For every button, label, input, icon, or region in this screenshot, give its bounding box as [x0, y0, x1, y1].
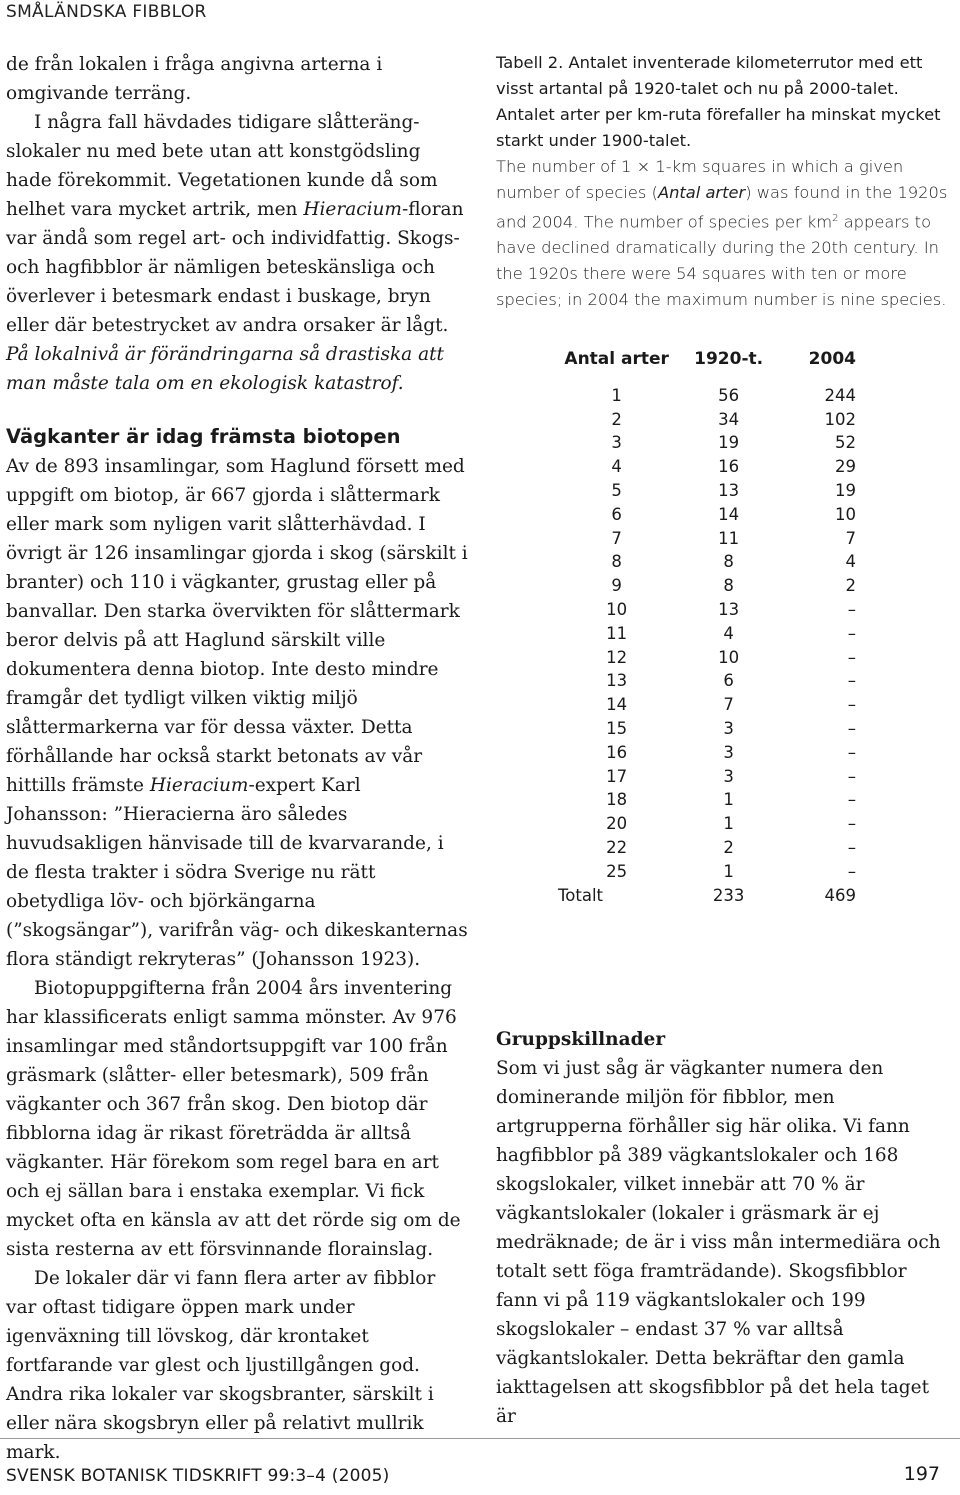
pull-quote: På lokalnivå är förändringarna så drastiska att man måste tala om en ekologisk katastrof.: [6, 344, 444, 394]
column-header: 2004: [808, 349, 856, 370]
table-cell: 5: [611, 481, 622, 500]
table-cell: –: [847, 837, 856, 857]
table-caption-swedish: Tabell 2. Antalet inventerade kilometerrutor med ett visst artantal på 1920-talet och nu på 2000-talet. Antalet arter per km-ruta förefaller ha minskat mycket starkt under 1900-talet.: [496, 53, 941, 150]
table-cell: –: [847, 647, 856, 667]
table-cell: 22: [606, 837, 628, 857]
column-header: Antal arter: [564, 349, 669, 370]
table-cell: –: [847, 599, 856, 619]
table-cell: 13: [718, 481, 740, 500]
page-number: 197: [903, 1463, 940, 1485]
table-row: [558, 479, 858, 503]
table-row: [558, 598, 858, 622]
table-cell: 10: [718, 647, 740, 667]
table-row: [558, 526, 858, 550]
table-cell: 8: [723, 552, 734, 572]
table-cell: 10: [835, 504, 856, 524]
paragraph-3: [6, 452, 468, 974]
table-cell: 4: [845, 552, 856, 572]
table-cell: –: [847, 790, 856, 810]
table-cell: 11: [718, 528, 740, 548]
journal-citation: SVENSK BOTANISK TIDSKRIFT 99:3–4 (2005): [6, 1466, 390, 1486]
table-cell: 29: [835, 457, 856, 477]
gruppskillnader-section: [496, 1025, 951, 1431]
caption-en-italic: Antal arter: [657, 183, 746, 202]
table-row: [558, 693, 858, 717]
table-cell: 19: [835, 481, 856, 500]
table-row: [558, 431, 858, 455]
table-row: [558, 550, 858, 574]
table-cell: 2: [845, 576, 856, 596]
data-table: [558, 349, 858, 907]
table-cell: 34: [718, 409, 740, 429]
table-cell: 14: [606, 695, 628, 715]
table-cell: 11: [606, 623, 628, 643]
table-cell: 2: [723, 837, 734, 857]
total-label: Totalt: [558, 885, 604, 905]
footer-rule: [0, 1438, 960, 1439]
table-row: [558, 407, 858, 431]
species-table: [558, 349, 858, 907]
table-cell: 13: [718, 599, 740, 619]
body-text-top: [6, 50, 468, 340]
table-row: [558, 455, 858, 479]
table-cell: 12: [606, 647, 628, 667]
caption-en-sup: 2: [832, 213, 839, 224]
table-cell: 7: [611, 528, 622, 548]
table-cell: 8: [723, 576, 734, 596]
table-cell: 102: [824, 409, 856, 429]
table-caption-english: [496, 154, 951, 313]
table-cell: 244: [824, 385, 856, 405]
genus-name: Hieracium: [303, 199, 402, 220]
table-cell: 17: [606, 766, 628, 786]
table-cell: 16: [606, 742, 628, 762]
total-cell: 233: [712, 885, 745, 905]
table-cell: 10: [606, 599, 628, 619]
table-cell: 13: [606, 671, 628, 691]
table-cell: 3: [611, 433, 622, 453]
table-cell: 20: [606, 814, 628, 834]
table-cell: 7: [845, 528, 856, 548]
genus-name-2: Hieracium: [149, 775, 249, 796]
body-text-bottom: [6, 452, 468, 1467]
table-cell: –: [847, 766, 856, 786]
paragraph-2: [6, 108, 468, 340]
table-cell: 1: [723, 861, 734, 881]
table-row: [558, 764, 858, 788]
table-cell: –: [847, 861, 856, 881]
table-header-row: [558, 349, 858, 383]
paragraph-3-a: Av de 893 insamlingar, som Haglund försett med uppgift om biotop, är 667 gjorda i slåttermark eller mark som nyligen varit slåtterhävdad. I övrigt är 126 insamlingar gjorda i skog (särskilt i branter) och 110 i vägkanter, grustag eller på banvallar. Den starka övervikten för slåttermark beror delvis på att Haglund särskilt ville dokumentera denna biotop. Inte desto mindre framgår det tydligt vilken viktig miljö slåttermarkerna var för dessa växter. Detta förhållande har också starkt betonats av vår hittills främste: [6, 456, 468, 796]
table-cell: 4: [723, 623, 734, 643]
table-row: [558, 740, 858, 764]
caption-en-a: The number of 1 × 1-km squares in which a given number of species (: [496, 157, 904, 202]
table-cell: –: [847, 718, 856, 738]
running-head: SMÅLÄNDSKA FIBBLOR: [6, 2, 207, 22]
paragraph-4: Biotopuppgifterna från 2004 års inventering har klassificerats enligt samma mönster. Av 976 insamlingar med ståndortsuppgift var 100 från gräsmark (slåtter- eller betesmark), 509 från vägkanter och 367 från skog. Den biotop där fibblorna idag är rikast företrädda är alltså vägkanter. Här förekom som regel bara en art och ej sällan bara i enstaka exemplar. Vi fick mycket ofta en känsla av att det rörde sig om de sista resterna av ett försvinnande florainslag.: [6, 978, 461, 1260]
table-cell: 14: [718, 504, 740, 524]
table-cell: 15: [606, 718, 628, 738]
paragraph-3-b: -expert Karl Johansson: ”Hieracierna äro således huvudsakligen hänvisade till de kvarvarande, i de flesta trakter i södra Sverige nu rätt obetydliga löv- och björkängarna (”skogsängar”), varifrån väg- och dikeskanternas flora ständigt rekryteras” (Johansson 1923).: [6, 775, 468, 970]
right-column: [496, 50, 951, 1431]
table-cell: 52: [835, 433, 856, 453]
table-row: [558, 502, 858, 526]
table-total-row: [558, 883, 858, 907]
table-row: [558, 836, 858, 860]
paragraph-5: De lokaler där vi fann flera arter av fibblor var oftast tidigare öppen mark under igenväxning till lövskog, där krontaket fortfarande var glest och ljustillgången god. Andra rika lokaler var skogsbranter, särskilt i eller nära skogsbryn eller på relativt mullrik mark.: [6, 1268, 436, 1463]
table-cell: –: [847, 695, 856, 715]
table-cell: 2: [611, 409, 622, 429]
paragraph-group: Som vi just såg är vägkanter numera den dominerande miljön för fibblor, men artgrupperna förhåller sig här olika. Vi fann hagfibblor på 389 vägkantslokaler och 168 skogslokaler, vilket innebär att 70 % är vägkantslokaler (lokaler i gräsmark är ej medräknade; de är i viss mån intermediära och totalt sett föga framträdande). Skogsfibblor fann vi på 119 vägkantslokaler och 199 skogslokaler – endast 37 % var alltså vägkantslokaler. Detta bekräftar den gamla iakttagelsen att skogsfibblor på det hela taget är: [496, 1057, 941, 1427]
table-row: [558, 717, 858, 741]
table-cell: 4: [611, 457, 622, 477]
table-cell: –: [847, 814, 856, 834]
table-cell: 25: [606, 861, 628, 881]
table-row: [558, 859, 858, 883]
paragraph-1: de från lokalen i fråga angivna arterna i omgivande terräng.: [6, 54, 383, 104]
table-cell: 3: [723, 718, 734, 738]
table-cell: 1: [723, 790, 734, 810]
table-row: [558, 574, 858, 598]
table-row: [558, 669, 858, 693]
table-row: [558, 645, 858, 669]
table-cell: 6: [723, 671, 734, 691]
caption-en-b: ) was found in the 1920s and 2004. The number of species per km: [496, 183, 948, 232]
table-cell: 18: [606, 790, 628, 810]
table-cell: 56: [718, 385, 740, 405]
table-cell: 7: [723, 695, 734, 715]
table-row: [558, 621, 858, 645]
table-cell: –: [847, 623, 856, 643]
table-row: [558, 812, 858, 836]
table-cell: 3: [723, 766, 734, 786]
table-cell: 9: [611, 576, 622, 596]
table-cell: –: [847, 742, 856, 762]
column-header: 1920-t.: [694, 349, 764, 370]
table-cell: 1: [723, 814, 734, 834]
total-cell: 469: [824, 885, 856, 905]
left-column: [6, 50, 468, 1467]
table-cell: 16: [718, 457, 740, 477]
paragraph-2-b: -floran var ändå som regel art- och individfattig. Skogs- och hagfibblor är nämligen beteskänsliga och överlever i betesmark endast i buskage, bryn eller där betestrycket av andra orsaker är lågt.: [6, 199, 464, 336]
table-cell: 3: [723, 742, 734, 762]
table-row: [558, 383, 858, 407]
table-row: [558, 788, 858, 812]
caption-en-c: appears to have declined dramatically during the 20th century. In the 1920s there were 54 squares with ten or more species; in 2004 the maximum number is nine species.: [496, 212, 947, 310]
section-heading: Vägkanter är idag främsta biotopen: [6, 425, 401, 448]
subheading: Gruppskillnader: [496, 1028, 666, 1050]
table-cell: 6: [611, 504, 622, 524]
table-cell: 1: [611, 385, 622, 405]
paragraph-2-a: I några fall hävdades tidigare slåtterängslokaler nu med bete utan att konstgödsling hade förekommit. Vegetationen kunde då som helhet vara mycket artrik, men: [6, 112, 438, 220]
table-cell: 19: [718, 433, 740, 453]
table-cell: –: [847, 671, 856, 691]
table-cell: 8: [611, 552, 622, 572]
